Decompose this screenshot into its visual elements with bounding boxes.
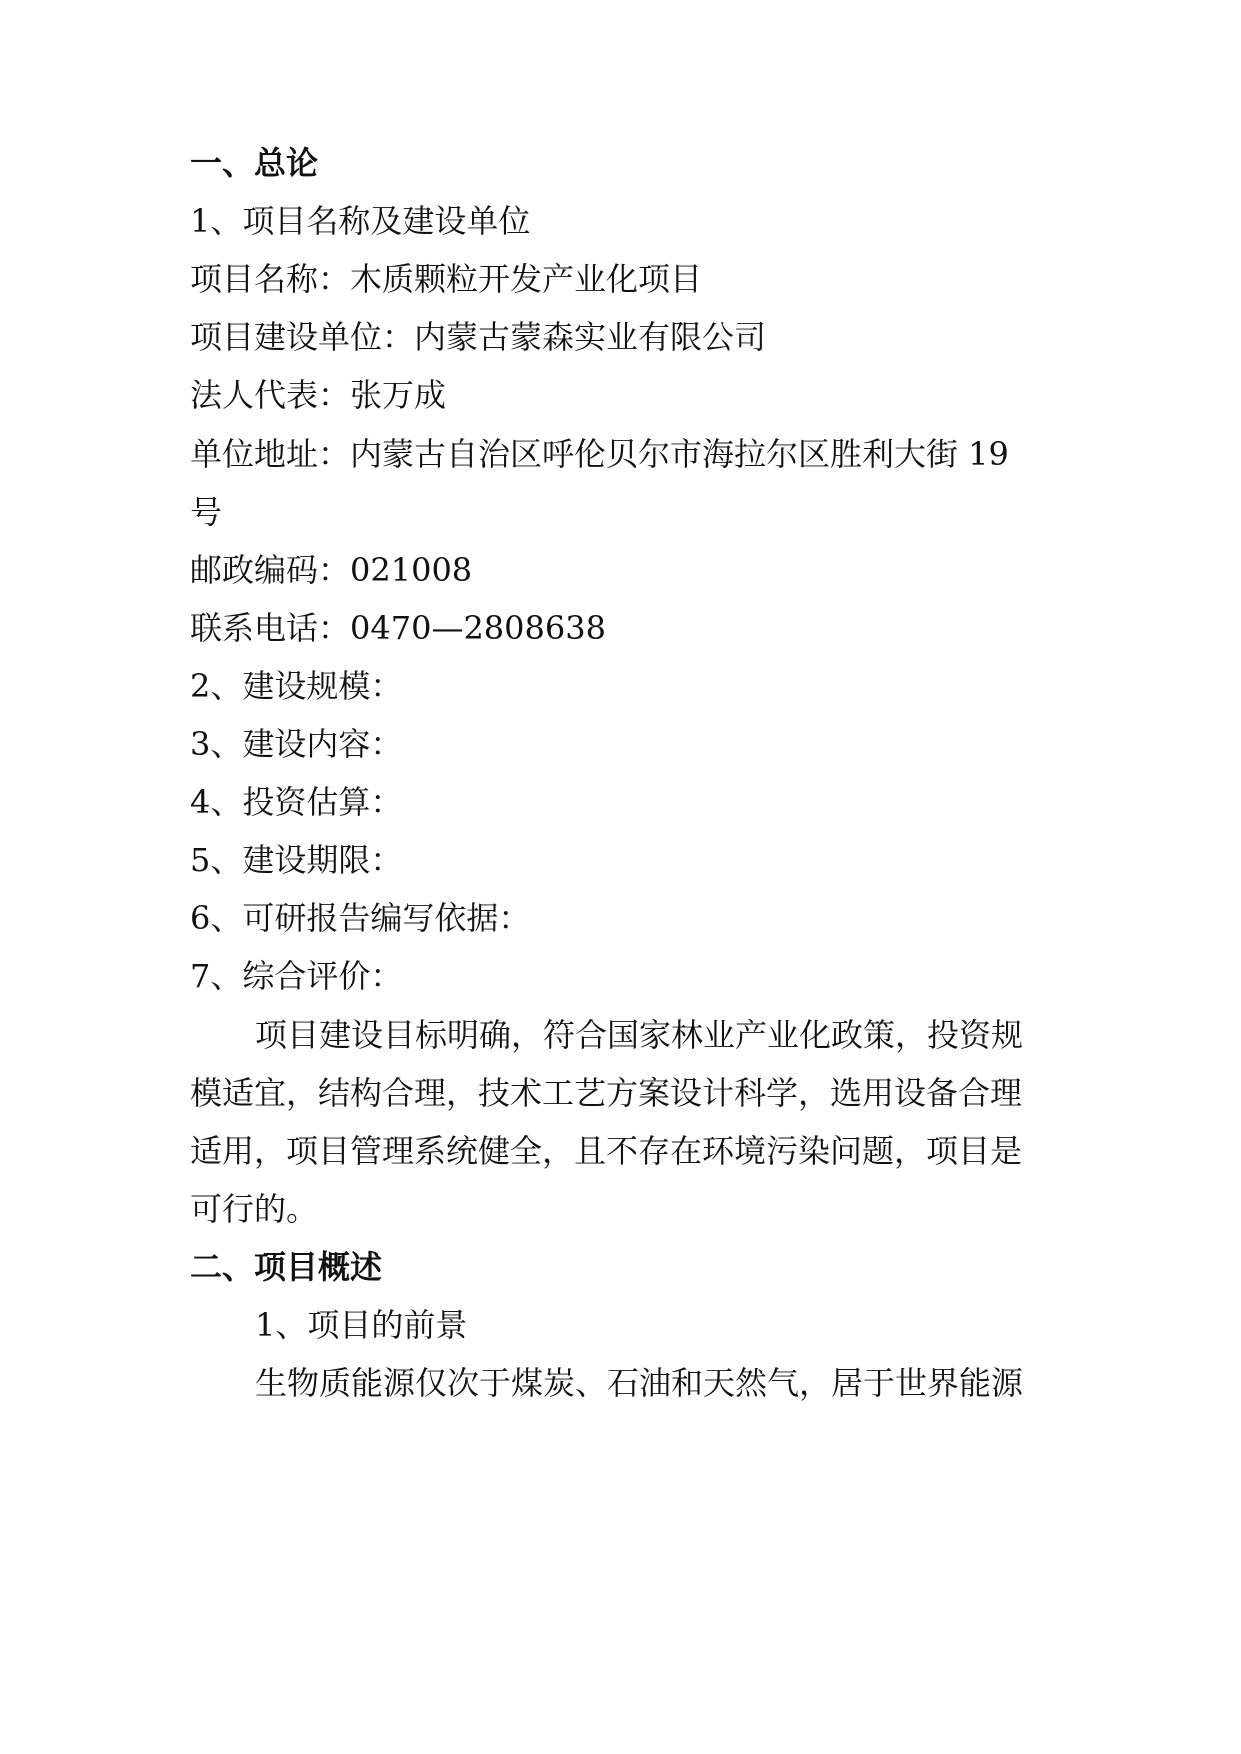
evaluation-paragraph-line: 可行的。 [190,1190,319,1228]
postal-code-line: 邮政编码：021008 [190,551,473,589]
section-heading-general: 一、总论 [190,144,319,182]
subsection-title-project-prospect: 1、项目的前景 [255,1306,468,1344]
evaluation-paragraph-line: 模适宜，结构合理，技术工艺方案设计科学，选用设备合理 [190,1074,1023,1112]
evaluation-paragraph-line: 项目建设目标明确，符合国家林业产业化政策，投资规 [255,1016,1024,1054]
prospect-paragraph-line: 生物质能源仅次于煤炭、石油和天然气，居于世界能源 [255,1364,1024,1402]
evaluation-paragraph-line: 适用，项目管理系统健全，且不存在环境污染问题，项目是 [190,1132,1023,1170]
address-line-1: 单位地址：内蒙古自治区呼伦贝尔市海拉尔区胜利大街 19 [190,435,1009,473]
project-name-line: 项目名称：木质颗粒开发产业化项目 [190,260,703,298]
construction-unit-line: 项目建设单位：内蒙古蒙森实业有限公司 [190,318,767,356]
item-overall-evaluation: 7、综合评价： [190,957,403,995]
address-line-2: 号 [190,493,223,531]
section-heading-overview: 二、项目概述 [190,1248,383,1286]
item-construction-scale: 2、建设规模： [190,667,403,705]
item-construction-period: 5、建设期限： [190,841,403,879]
subsection-title-project-name-unit: 1、项目名称及建设单位 [190,202,531,240]
item-construction-content: 3、建设内容： [190,725,403,763]
item-report-basis: 6、可研报告编写依据： [190,899,531,937]
legal-representative-line: 法人代表：张万成 [190,376,447,414]
item-investment-estimate: 4、投资估算： [190,783,403,821]
phone-line: 联系电话：0470—2808638 [190,609,606,647]
